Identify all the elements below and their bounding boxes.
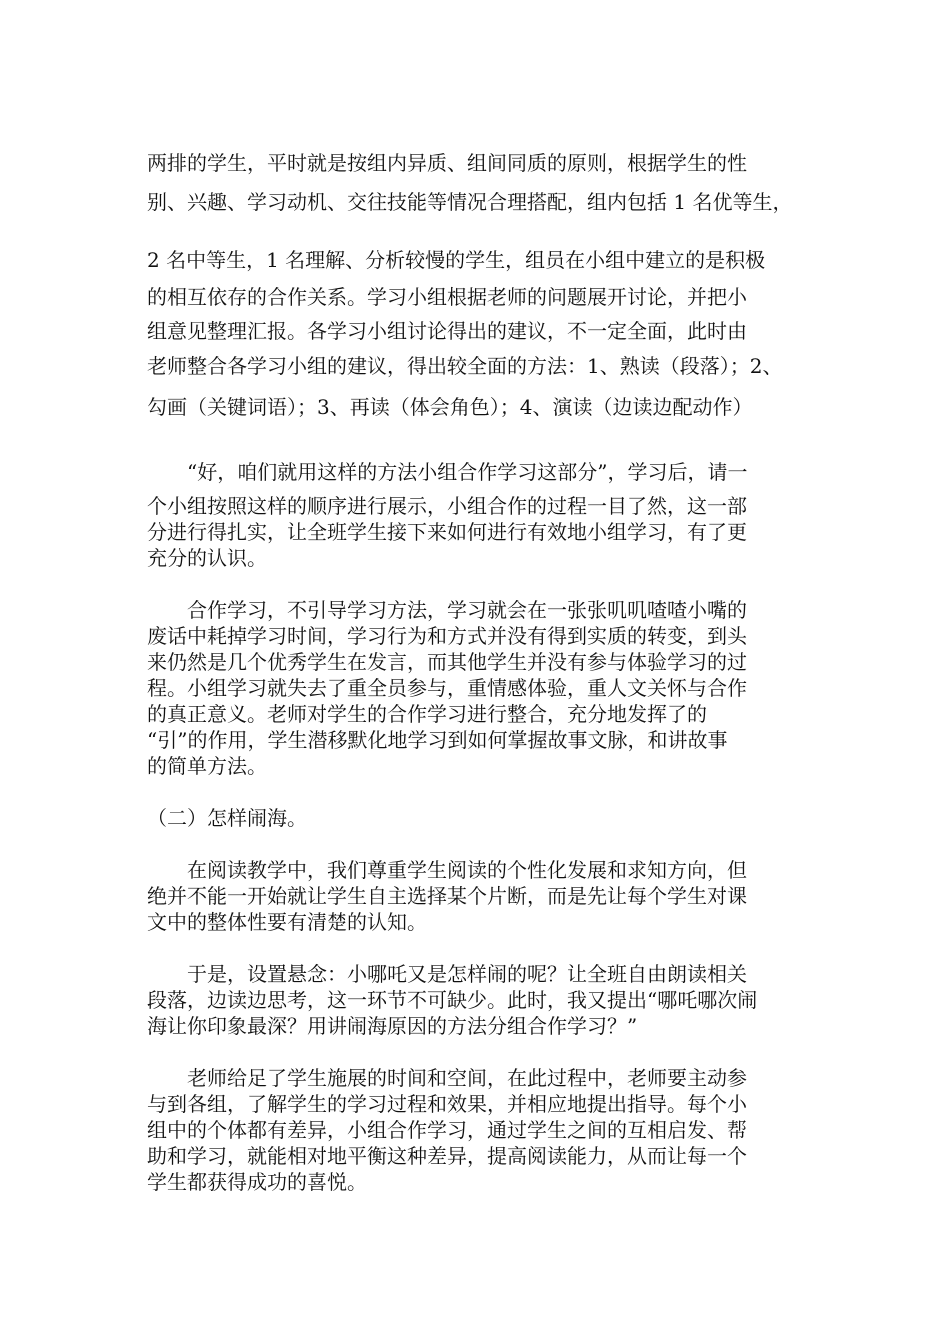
text-line: 充分的认识。 xyxy=(147,546,267,570)
text-line: 老师给足了学生施展的时间和空间，在此过程中，老师要主动参 xyxy=(187,1066,747,1090)
text-line: 程。小组学习就失去了重全员参与，重情感体验，重人文关怀与合作 xyxy=(147,676,747,700)
text-line: 的简单方法。 xyxy=(147,754,267,778)
text-line: 的相互依存的合作关系。学习小组根据老师的问题展开讨论，并把小 xyxy=(147,285,747,309)
text-line: 勾画（关键词语）；3、再读（体会角色）；4、演读（边读边配动作） xyxy=(147,395,753,419)
text-line: 别、兴趣、学习动机、交往技能等情况合理搭配，组内包括 1 名优等生， xyxy=(147,190,793,214)
text-line: 绝并不能一开始就让学生自主选择某个片断，而是先让每个学生对课 xyxy=(147,884,747,908)
text-line: 来仍然是几个优秀学生在发言，而其他学生并没有参与体验学习的过 xyxy=(147,650,747,674)
text-line: 废话中耗掉学习时间，学习行为和方式并没有得到实质的转变，到头 xyxy=(147,624,747,648)
text-line: 老师整合各学习小组的建议，得出较全面的方法：1、熟读（段落）；2、 xyxy=(147,354,783,378)
text-line: “引”的作用，学生潜移默化地学习到如何掌握故事文脉，和讲故事 xyxy=(147,728,728,752)
text-line: 与到各组，了解学生的学习过程和效果，并相应地提出指导。每个小 xyxy=(147,1092,747,1116)
text-line: 组中的个体都有差异，小组合作学习，通过学生之间的互相启发、帮 xyxy=(147,1118,747,1142)
text-line: “好，咱们就用这样的方法小组合作学习这部分”，学习后，请一 xyxy=(187,460,748,484)
section-heading: （二）怎样闹海。 xyxy=(147,806,307,830)
text-line: 助和学习，就能相对地平衡这种差异，提高阅读能力，从而让每一个 xyxy=(147,1144,747,1168)
text-line: 学生都获得成功的喜悦。 xyxy=(147,1170,367,1194)
text-line: 段落，边读边思考，这一环节不可缺少。此时，我又提出“哪吒哪次闹 xyxy=(147,988,758,1012)
text-line: 海让你印象最深？用讲闹海原因的方法分组合作学习？” xyxy=(147,1014,638,1038)
text-line: 2 名中等生，1 名理解、分析较慢的学生，组员在小组中建立的是积极 xyxy=(147,248,766,272)
text-line: 个小组按照这样的顺序进行展示，小组合作的过程一目了然，这一部 xyxy=(147,494,747,518)
text-line: 分进行得扎实，让全班学生接下来如何进行有效地小组学习，有了更 xyxy=(147,520,747,544)
text-line: 文中的整体性要有清楚的认知。 xyxy=(147,910,427,934)
text-line: 组意见整理汇报。各学习小组讨论得出的建议，不一定全面，此时由 xyxy=(147,319,747,343)
text-line: 两排的学生，平时就是按组内异质、组间同质的原则，根据学生的性 xyxy=(147,151,747,175)
text-line: 合作学习，不引导学习方法，学习就会在一张张叽叽喳喳小嘴的 xyxy=(187,598,747,622)
text-line: 于是，设置悬念：小哪吒又是怎样闹的呢？让全班自由朗读相关 xyxy=(187,962,747,986)
text-line: 的真正意义。老师对学生的合作学习进行整合，充分地发挥了的 xyxy=(147,702,707,726)
text-line: 在阅读教学中，我们尊重学生阅读的个性化发展和求知方向，但 xyxy=(187,858,747,882)
